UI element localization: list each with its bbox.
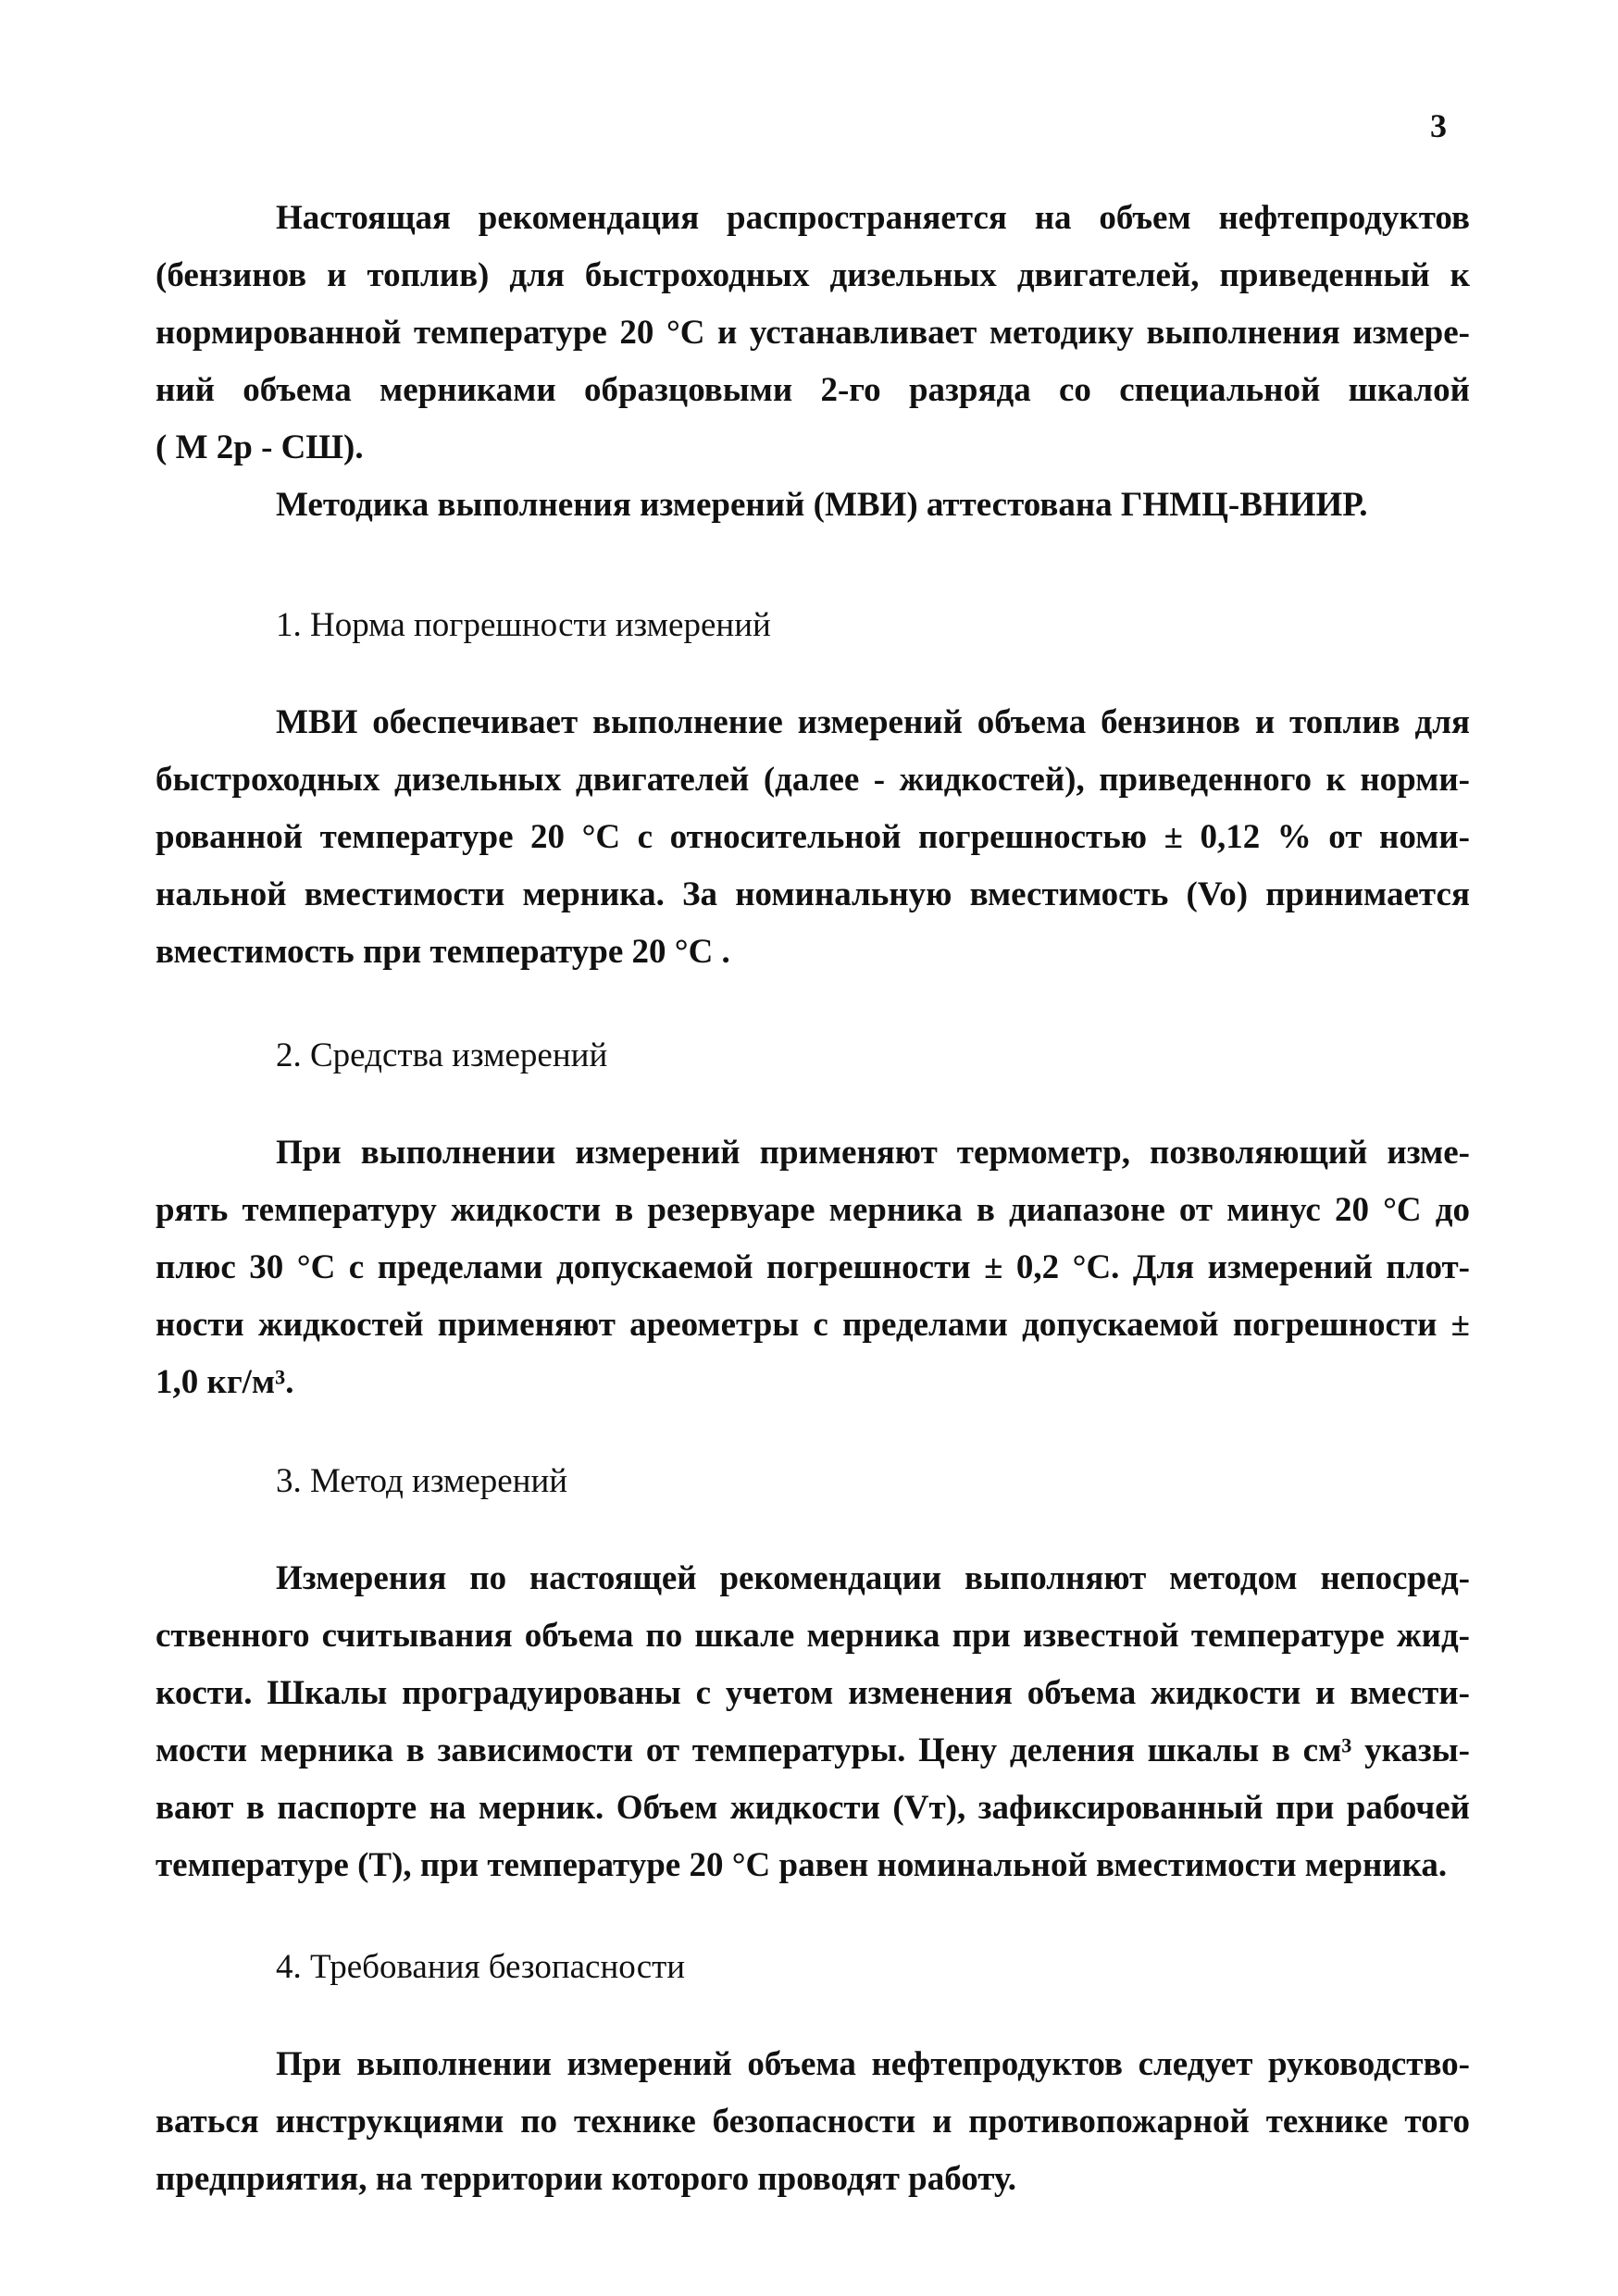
section-paragraph-2 <box>156 1124 1470 1411</box>
attestation-line: Методика выполнения измерений (МВИ) аттестована ГНМЦ-ВНИИР. <box>276 486 1368 524</box>
section-paragraph-1 <box>156 694 1470 981</box>
text-line: плюс 30 °С с пределами допускаемой погрешности ± 0,2 °С. Для измерений плот- <box>156 1248 1470 1286</box>
text-line: ности жидкостей применяют ареометры с пределами допускаемой погрешности ± <box>156 1306 1470 1344</box>
text-line: нальной вместимости мерника. За номинальную вместимость (Vo) принимается <box>156 875 1470 913</box>
section-paragraph-3 <box>156 1550 1470 1894</box>
text-line: МВИ обеспечивает выполнение измерений объема бензинов и топлив для <box>276 703 1470 741</box>
section-heading-4: 4. Требования безопасности <box>276 1948 686 1986</box>
text-line: рять температуру жидкости в резервуаре мерника в диапазоне от минус 20 °С до <box>156 1191 1470 1229</box>
text-line: нормированной температуре 20 °С и устанавливает методику выполнения измере- <box>156 314 1470 352</box>
intro-paragraph <box>156 190 1470 534</box>
text-line: мости мерника в зависимости от температуры. Цену деления шкалы в см³ указы- <box>156 1731 1470 1769</box>
text-line: Измерения по настоящей рекомендации выполняют методом непосред- <box>276 1559 1470 1597</box>
text-line: ( М 2р - СШ). <box>156 428 364 466</box>
text-line: быстроходных дизельных двигателей (далее - жидкостей), приведенного к норми- <box>156 761 1470 799</box>
text-line: ваться инструкциями по технике безопасности и противопожарной технике того <box>156 2103 1470 2141</box>
text-line: При выполнении измерений объема нефтепродуктов следует руководство- <box>276 2045 1470 2083</box>
text-line: ний объема мерниками образцовыми 2-го разряда со специальной шкалой <box>156 371 1470 409</box>
text-line: кости. Шкалы проградуированы с учетом изменения объема жидкости и вмести- <box>156 1674 1470 1712</box>
text-line: температуре (Т), при температуре 20 °С равен номинальной вместимости мерника. <box>156 1846 1448 1884</box>
section-paragraph-4 <box>156 2036 1470 2208</box>
text-line: ственного считывания объема по шкале мерника при известной температуре жид- <box>156 1617 1470 1655</box>
text-line: 1,0 кг/м³. <box>156 1363 294 1401</box>
text-line: рованной температуре 20 °С с относительной погрешностью ± 0,12 % от номи- <box>156 818 1470 856</box>
section-heading-3: 3. Метод измерений <box>276 1462 568 1500</box>
text-line: При выполнении измерений применяют термометр, позволяющий изме- <box>276 1134 1470 1172</box>
text-line: (бензинов и топлив) для быстроходных дизельных двигателей, приведенный к <box>156 256 1470 294</box>
section-heading-2: 2. Средства измерений <box>276 1036 608 1074</box>
text-line: вместимость при температуре 20 °С . <box>156 933 730 971</box>
text-line: Настоящая рекомендация распространяется на объем нефтепродуктов <box>276 199 1470 237</box>
text-line: вают в паспорте на мерник. Объем жидкости (Vт), зафиксированный при рабочей <box>156 1789 1470 1827</box>
section-heading-1: 1. Норма погрешности измерений <box>276 606 771 644</box>
text-line: предприятия, на территории которого проводят работу. <box>156 2160 1016 2198</box>
page-number: 3 <box>1430 107 1447 144</box>
